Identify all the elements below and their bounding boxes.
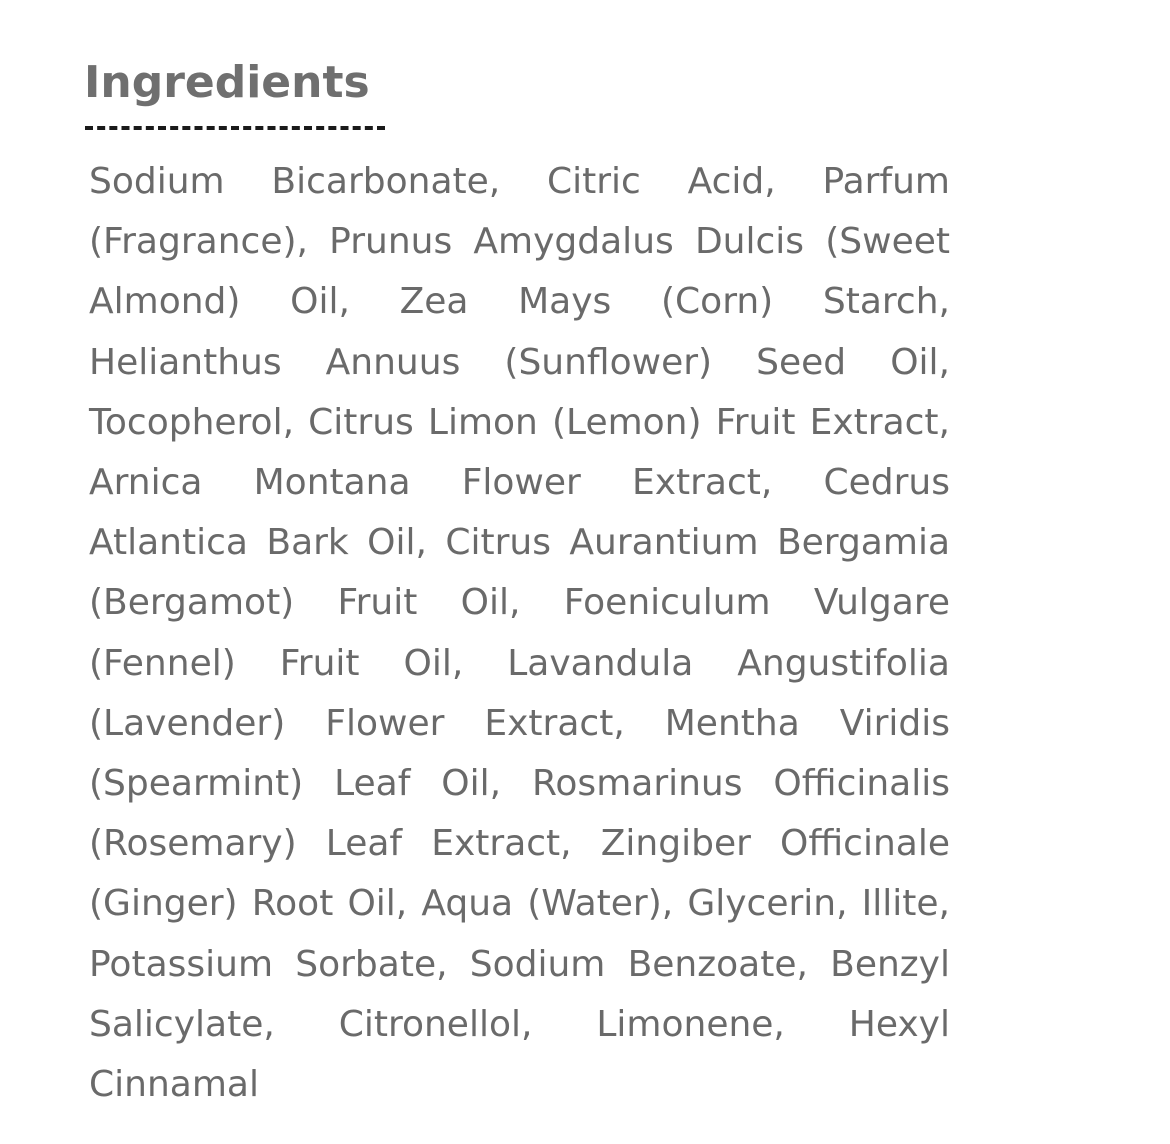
ingredients-section bbox=[84, 50, 954, 1115]
ingredients-heading: Ingredients bbox=[84, 57, 370, 108]
heading-divider bbox=[85, 126, 385, 130]
ingredients-list-text: Sodium Bicarbonate, Citric Acid, Parfum (Fragrance), Prunus Amygdalus Dulcis (Sweet Almond) Oil, Zea Mays (Corn) Starch, Helianthus Annuus (Sunflower) Seed Oil, Tocopherol, Citrus Limon (Lemon) Fruit Extract, Arnica Montana Flower Extract, Cedrus Atlantica Bark Oil, Citrus Aurantium Bergamia (Bergamot) Fruit Oil, Foeniculum Vulgare (Fennel) Fruit Oil, Lavandula Angustifolia (Lavender) Flower Extract, Mentha Viridis (Spearmint) Leaf Oil, Rosmarinus Officinalis (Rosemary) Leaf Extract, Zingiber Officinale (Ginger) Root Oil, Aqua (Water), Glycerin, Illite, Potassium Sorbate, Sodium Benzoate, Benzyl Salicylate, Citronellol, Limonene, Hexyl Cinnamal bbox=[89, 161, 950, 1106]
